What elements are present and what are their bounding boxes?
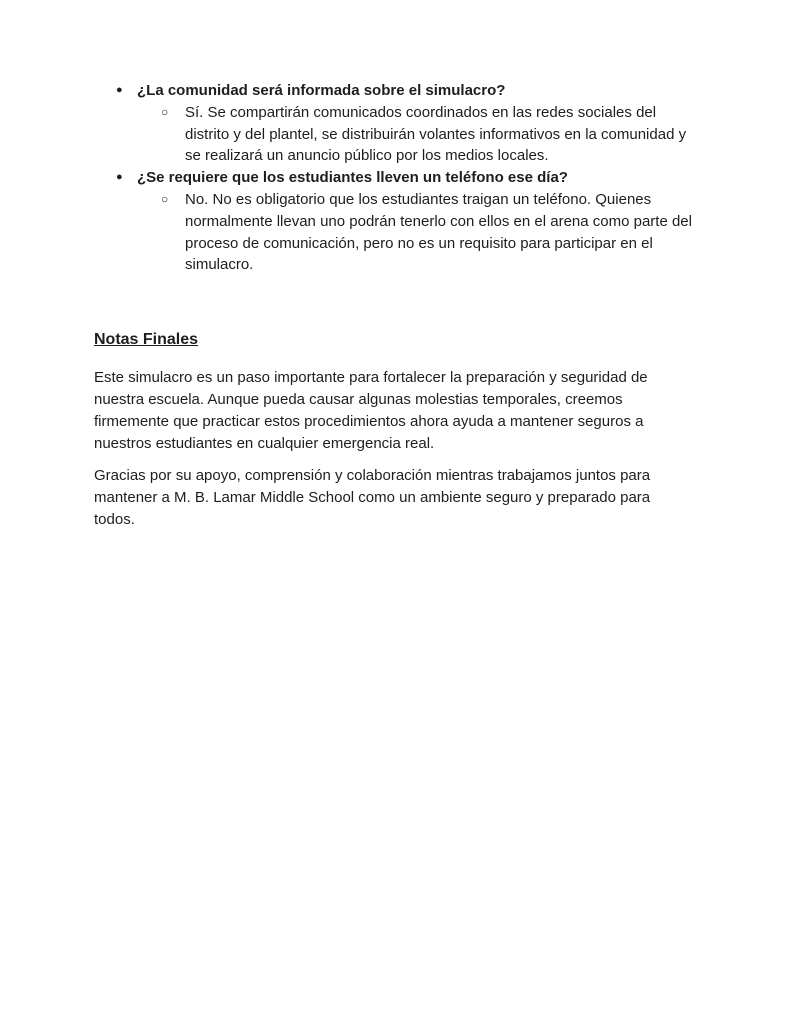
answer-text: No. No es obligatorio que los estudiantes traigan un teléfono. Quienes normalmente llevan uno podrán tenerlo con ellos en el arena como parte del proceso de comunicación, pero no es un requisito para participar en el simulacro. bbox=[185, 190, 692, 274]
bullet-icon: ● bbox=[116, 171, 123, 184]
final-notes-heading: Notas Finales bbox=[94, 331, 199, 349]
circle-bullet-icon: ○ bbox=[161, 104, 169, 119]
qa-content bbox=[137, 167, 697, 276]
qa-content bbox=[137, 80, 697, 167]
qa-bullet-list bbox=[94, 80, 697, 276]
answer-text: Sí. Se compartirán comunicados coordinados en las redes sociales del distrito y del plantel, se distribuirán volantes informativos en la comunidad y se realizará un anuncio público por los medios locales. bbox=[185, 103, 687, 165]
final-notes-paragraph: Este simulacro es un paso importante para fortalecer la preparación y seguridad de nuestra escuela. Aunque pueda causar algunas molestias temporales, creemos firmemente que practicar estos procedimientos ahora ayuda a mantener seguros a nuestros estudiantes en cualquier emergencia real. bbox=[94, 369, 648, 452]
question-text: ¿La comunidad será informada sobre el simulacro? bbox=[137, 82, 506, 99]
bullet-icon: ● bbox=[116, 84, 123, 96]
list-item bbox=[94, 167, 697, 276]
sub-list-item bbox=[137, 189, 697, 276]
question-text: ¿Se requiere que los estudiantes lleven un teléfono ese día? bbox=[137, 169, 568, 187]
final-notes-paragraph: Gracias por su apoyo, comprensión y colaboración mientras trabajamos juntos para mantener a M. B. Lamar Middle School como un ambiente seguro y preparado para todos. bbox=[94, 467, 651, 528]
circle-bullet-icon: ○ bbox=[161, 191, 169, 206]
list-item bbox=[94, 80, 697, 167]
sub-list-item bbox=[137, 102, 697, 167]
